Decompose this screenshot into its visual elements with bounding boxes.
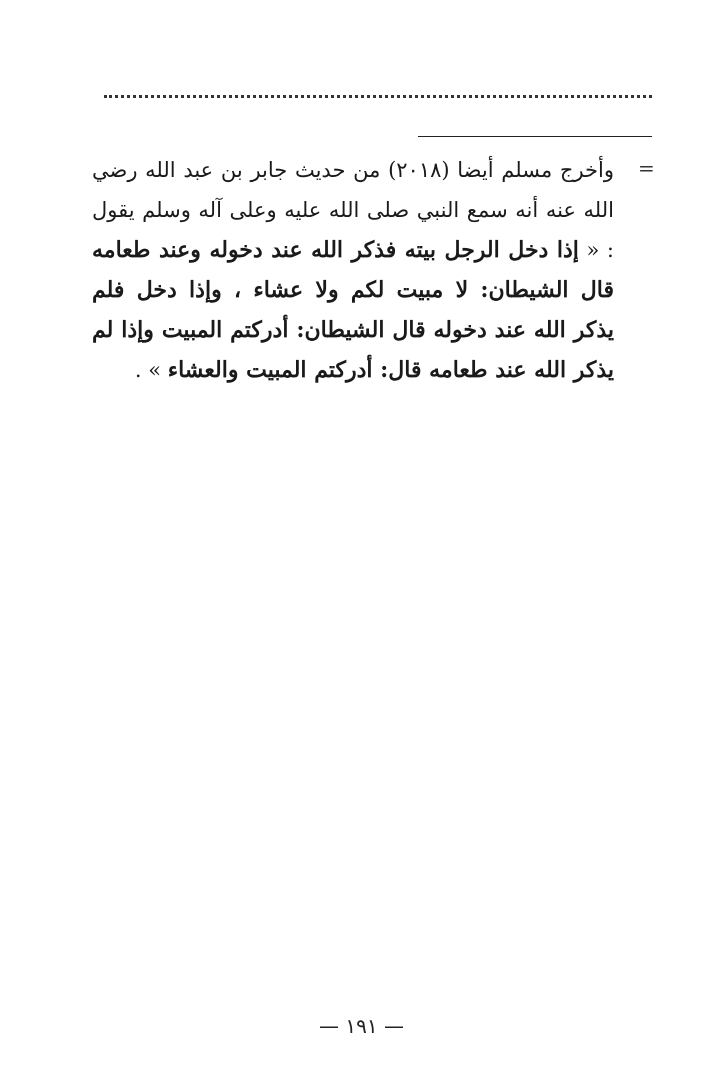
footnote-closing-text: » .	[134, 358, 168, 382]
header-dotted-separator	[104, 95, 652, 98]
footnote-paragraph	[92, 150, 614, 390]
hadith-quote-text: إذا دخل الرجل بيته فذكر الله عند دخوله وعند طعامه قال الشيطان: لا مبيت لكم ولا عشاء ، وإذا دخل فلم يذكر الله عند دخوله قال الشيطان: أدركتم المبيت وإذا لم يذكر الله عند طعامه قال: أدركتم المبيت والعشاء	[92, 237, 614, 383]
footnote-separator-line	[418, 136, 652, 137]
page-number: — ١٩١ —	[319, 1014, 404, 1038]
footnote-intro-text: وأخرج مسلم أيضا (٢٠١٨) من حديث جابر بن عبد الله رضي الله عنه أنه سمع النبي صلى الله عليه وعلى آله وسلم يقول : «	[92, 158, 614, 262]
footnote-continuation-mark: =	[638, 156, 655, 180]
